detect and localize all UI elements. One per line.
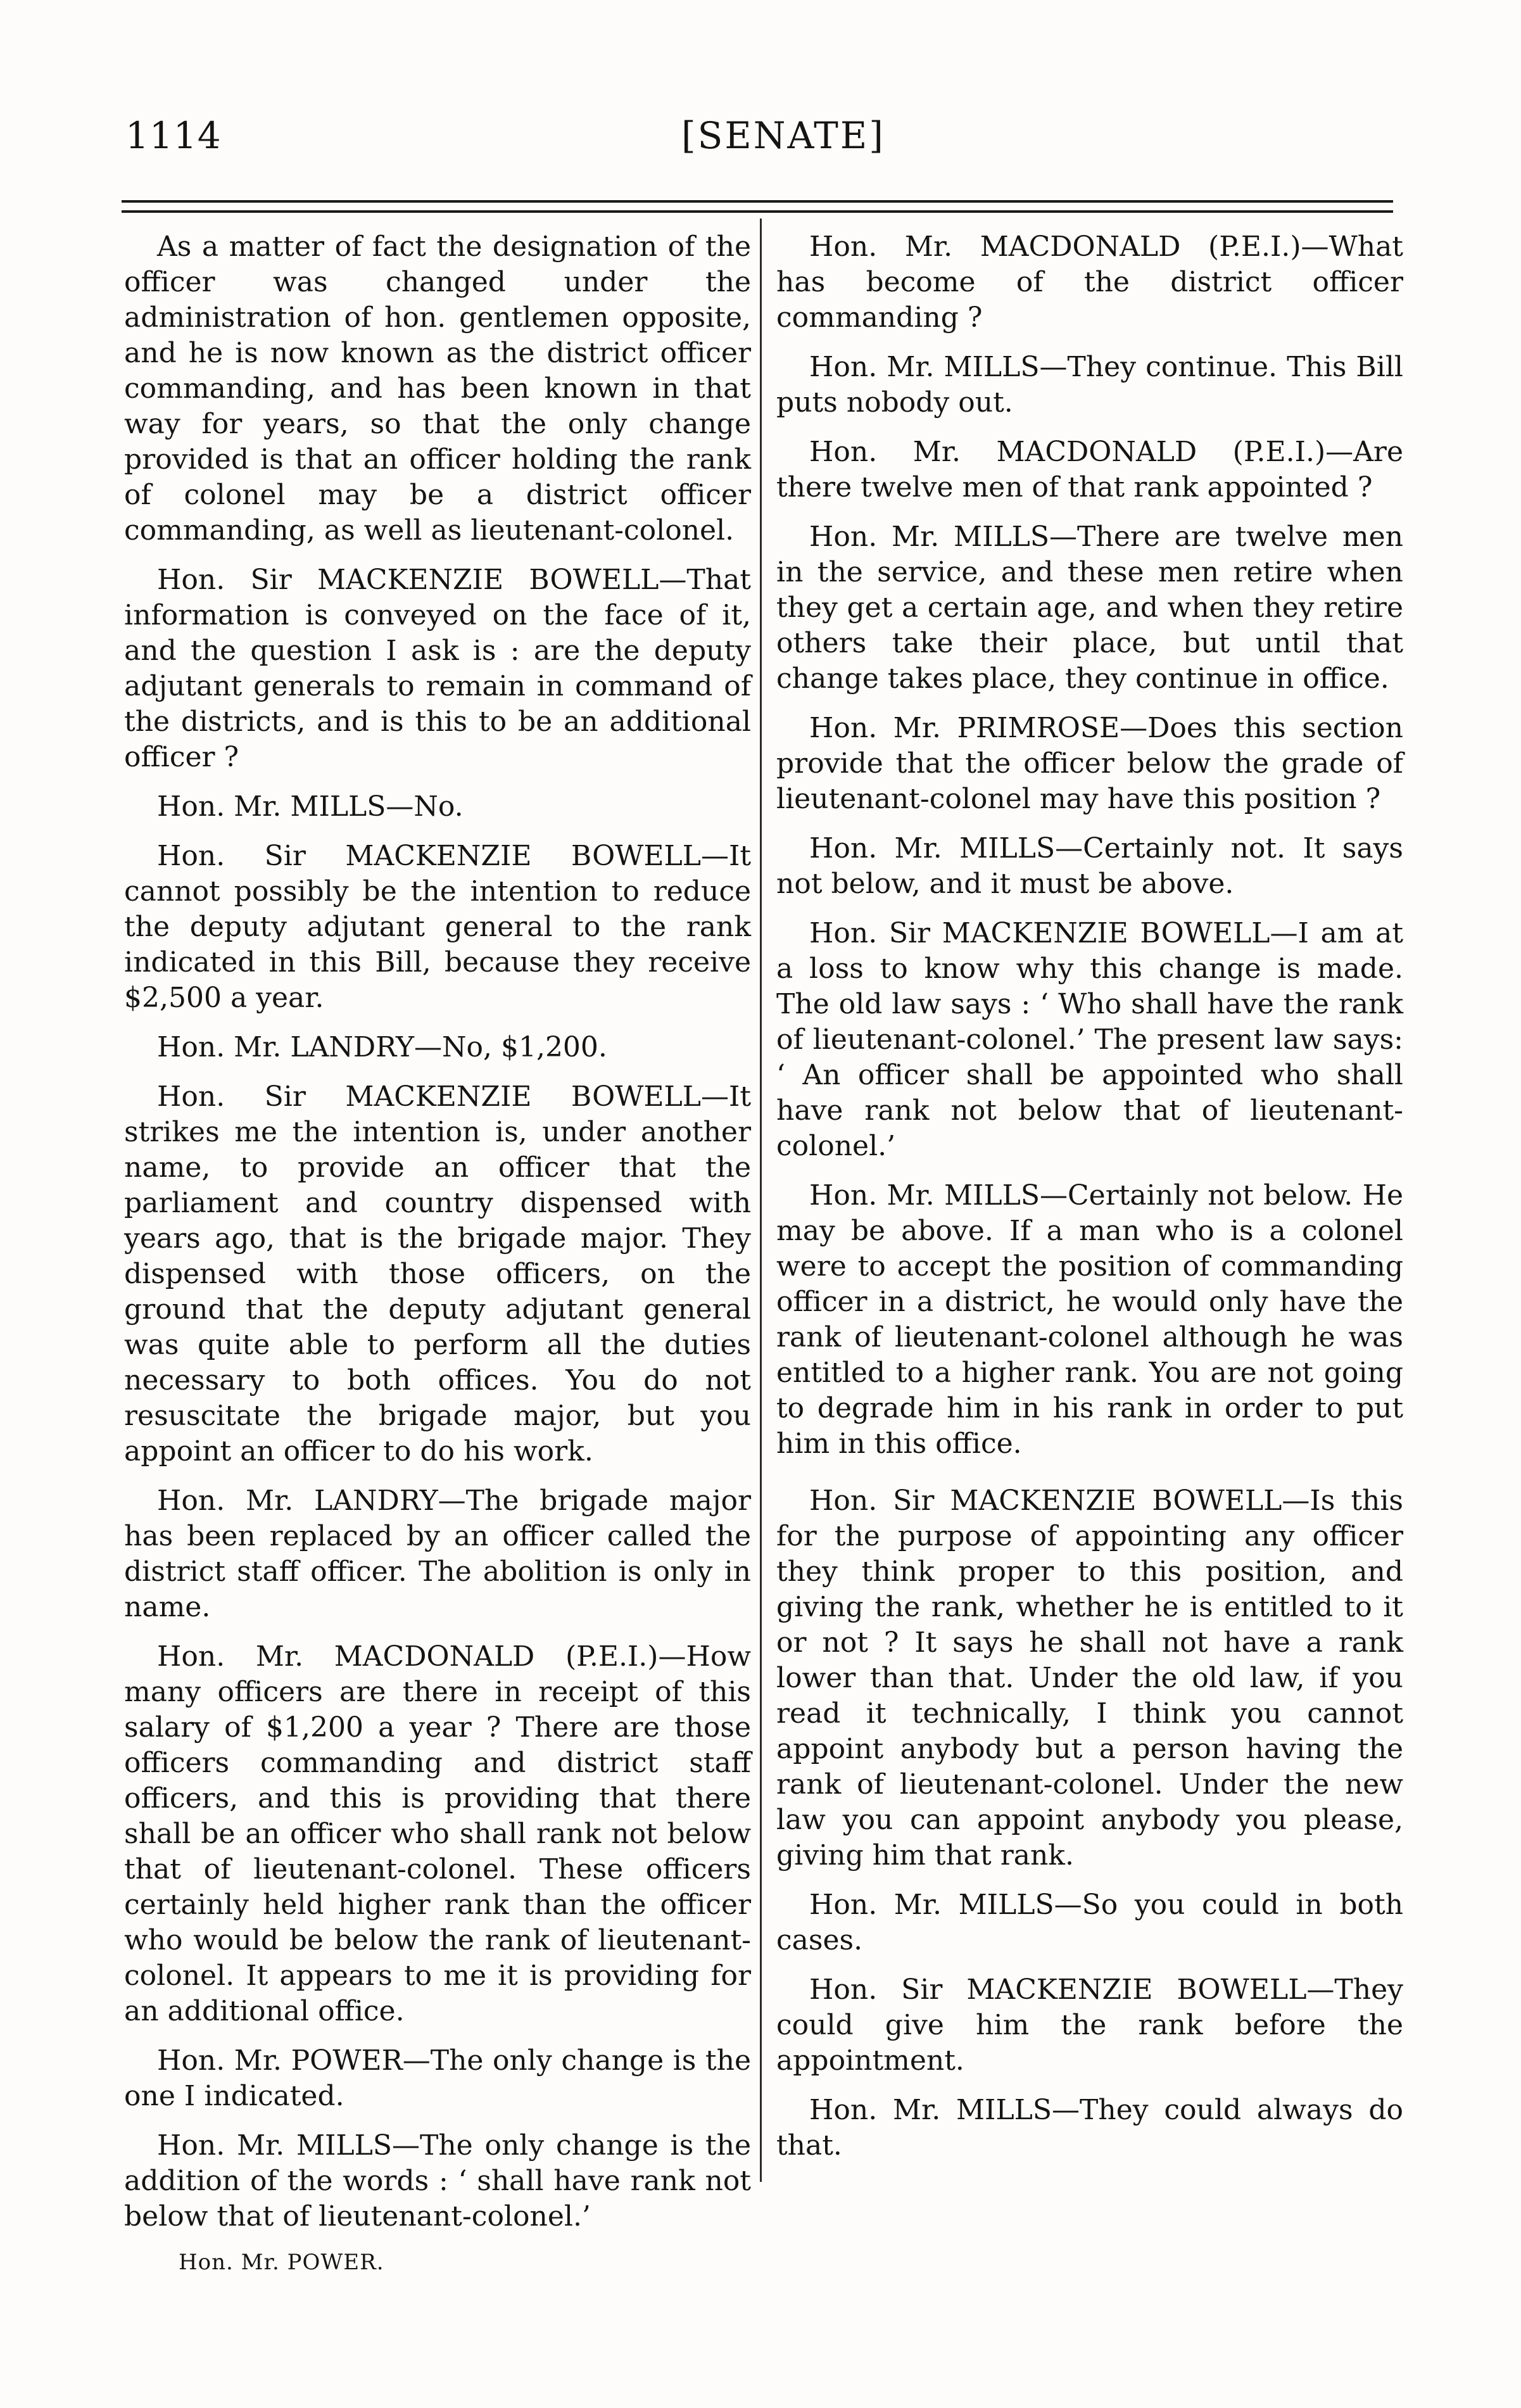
speaker-name: Hon. Mr. POWER— <box>157 2044 431 2077</box>
speaker-name: Hon. Sir MACKENZIE BOWELL— <box>157 840 729 872</box>
speech-paragraph <box>776 1972 1403 2079</box>
speech-paragraph <box>776 434 1403 505</box>
speech-text: The only change is the addition of the words : ‘ shall have rank not below that of lieutenant-colonel.’ <box>124 2129 751 2233</box>
speech-paragraph <box>124 2128 751 2234</box>
speech-text: It strikes me the intention is, under another name, to provide an officer that the parliament and country dispensed with years ago, that is the brigade major. They dispensed with those officers, on the ground that the deputy adjutant general was quite able to perform all the duties necessary to both offices. You do not resuscitate the brigade major, but you appoint an officer to do his work. <box>124 1080 751 1467</box>
speech-text: The brigade major has been replaced by an officer called the district staff officer. The abolition is only in name. <box>124 1485 751 1623</box>
speaker-name: Hon. Sir MACKENZIE BOWELL— <box>809 917 1298 949</box>
right-column <box>776 229 1403 2177</box>
speech-text: It cannot possibly be the intention to reduce the deputy adjutant general to the rank indicated in this Bill, because they receive $2,500 a year. <box>124 840 751 1014</box>
speaker-name: Hon. Mr. MILLS— <box>809 832 1083 865</box>
catchword: Hon. Mr. POWER. <box>179 2250 384 2275</box>
speaker-name: Hon. Mr. MILLS— <box>809 521 1078 553</box>
speech-text: No, $1,200. <box>442 1031 607 1063</box>
speech-text: Is this for the purpose of appointing any officer they think proper to this position, and giving the rank, whether he is entitled to it or not ? It says he shall not have a rank lower than that. Under the old law, if you read it technically, I think you cannot appoint anybody but a person having the rank of lieutenant-colonel. Under the new law you can appoint anybody you please, giving him that rank. <box>776 1485 1404 1872</box>
speaker-name: Hon. Mr. MACDONALD (P.E.I.)— <box>809 231 1329 263</box>
speech-paragraph <box>776 1483 1403 1873</box>
speech-paragraph <box>776 916 1403 1164</box>
speech-text: They could give him the rank before the appointment. <box>776 1974 1403 2077</box>
speech-paragraph <box>124 789 751 825</box>
page-number: 1114 <box>125 114 222 157</box>
speaker-name: Hon. Mr. MILLS— <box>809 2094 1080 2126</box>
speaker-name: Hon. Mr. MACDONALD (P.E.I.)— <box>157 1640 686 1673</box>
running-head: [SENATE] <box>681 114 885 157</box>
speaker-name: Hon. Mr. LANDRY— <box>157 1031 442 1063</box>
speaker-name: Hon. Mr. MILLS— <box>157 790 414 823</box>
speaker-name: Hon. Sir MACKENZIE BOWELL— <box>157 564 687 596</box>
speech-text: Certainly not below. He may be above. If a man who is a colonel were to accept the position of commanding officer in a district, he would only have the rank of lieutenant-colonel although he was entitled to a higher rank. You are not going to degrade him in his rank in order to put him in this office. <box>776 1179 1403 1460</box>
speech-paragraph <box>776 229 1403 336</box>
speaker-name: Hon. Mr. MILLS— <box>809 351 1068 383</box>
speech-paragraph <box>124 1483 751 1625</box>
speech-paragraph <box>124 2043 751 2114</box>
speech-paragraph <box>776 2093 1403 2164</box>
speech-text: There are twelve men in the service, and these men retire when they get a certain age, and when they retire others take their place, but until that change takes place, they continue in office. <box>776 521 1403 695</box>
speech-text: What has become of the district officer commanding ? <box>776 231 1403 334</box>
speech-text: They continue. This Bill puts nobody out. <box>776 351 1403 419</box>
column-divider <box>760 219 762 2182</box>
speaker-name: Hon. Sir MACKENZIE BOWELL— <box>809 1485 1310 1517</box>
speaker-name: Hon. Mr. MACDONALD (P.E.I.)— <box>809 436 1354 468</box>
speech-paragraph <box>776 519 1403 697</box>
speech-text: The only change is the one I indicated. <box>124 2044 751 2112</box>
speech-paragraph <box>124 229 751 548</box>
speech-paragraph <box>124 1079 751 1469</box>
speech-text: They could always do that. <box>776 2094 1403 2162</box>
speech-text: That information is conveyed on the face of it, and the question I ask is : are the deputy adjutant generals to remain in command of the districts, and is this to be an additional officer ? <box>124 564 751 773</box>
speaker-name: Hon. Sir MACKENZIE BOWELL— <box>809 1974 1335 2006</box>
speaker-name: Hon. Sir MACKENZIE BOWELL— <box>157 1080 729 1113</box>
speaker-name: Hon. Mr. MILLS— <box>809 1179 1068 1212</box>
speech-text: Are there twelve men of that rank appointed ? <box>776 436 1403 504</box>
speaker-name: Hon. Mr. MILLS— <box>809 1889 1082 1921</box>
speech-paragraph <box>124 1639 751 2029</box>
speech-paragraph <box>776 1887 1403 1958</box>
speech-paragraph <box>776 1178 1403 1462</box>
left-column <box>124 229 751 2276</box>
speech-text: No. <box>413 790 464 823</box>
speech-text: Does this section provide that the officer below the grade of lieutenant-colonel may have this position ? <box>776 712 1403 815</box>
speech-paragraph <box>124 1030 751 1065</box>
speech-text: How many officers are there in receipt of this salary of $1,200 a year ? There are those officers commanding and district staff officers, and this is providing that there shall be an officer who shall rank not below that of lieutenant-colonel. These officers certainly held higher rank than the officer who would be below the rank of lieutenant-colonel. It appears to me it is providing for an additional office. <box>124 1640 751 2027</box>
speaker-name: Hon. Mr. LANDRY— <box>157 1485 466 1517</box>
speech-paragraph <box>124 562 751 775</box>
speech-text: I am at a loss to know why this change is made. The old law says : ‘ Who shall have the rank of lieutenant-colonel.’ The present law says: ‘ An officer shall be appointed who shall have rank not below that of lieutenant-colonel.’ <box>776 917 1404 1162</box>
speech-paragraph <box>776 711 1403 817</box>
header-rule-bottom <box>122 210 1393 213</box>
speech-text: So you could in both cases. <box>776 1889 1403 1956</box>
speech-paragraph <box>776 831 1403 902</box>
speech-text: Certainly not. It says not below, and it must be above. <box>776 832 1403 900</box>
speech-paragraph <box>124 839 751 1016</box>
speaker-name: Hon. Mr. MILLS— <box>157 2129 420 2162</box>
header-rule-top <box>122 200 1393 203</box>
speech-text: As a matter of fact the designation of the officer was changed under the administration of hon. gentlemen opposite, and he is now known as the district officer commanding, and has been known in that way for years, so that the only change provided is that an officer holding the rank of colonel may be a district officer commanding, as well as lieutenant-colonel. <box>124 231 751 547</box>
speaker-name: Hon. Mr. PRIMROSE— <box>809 712 1148 744</box>
speech-paragraph <box>776 350 1403 421</box>
